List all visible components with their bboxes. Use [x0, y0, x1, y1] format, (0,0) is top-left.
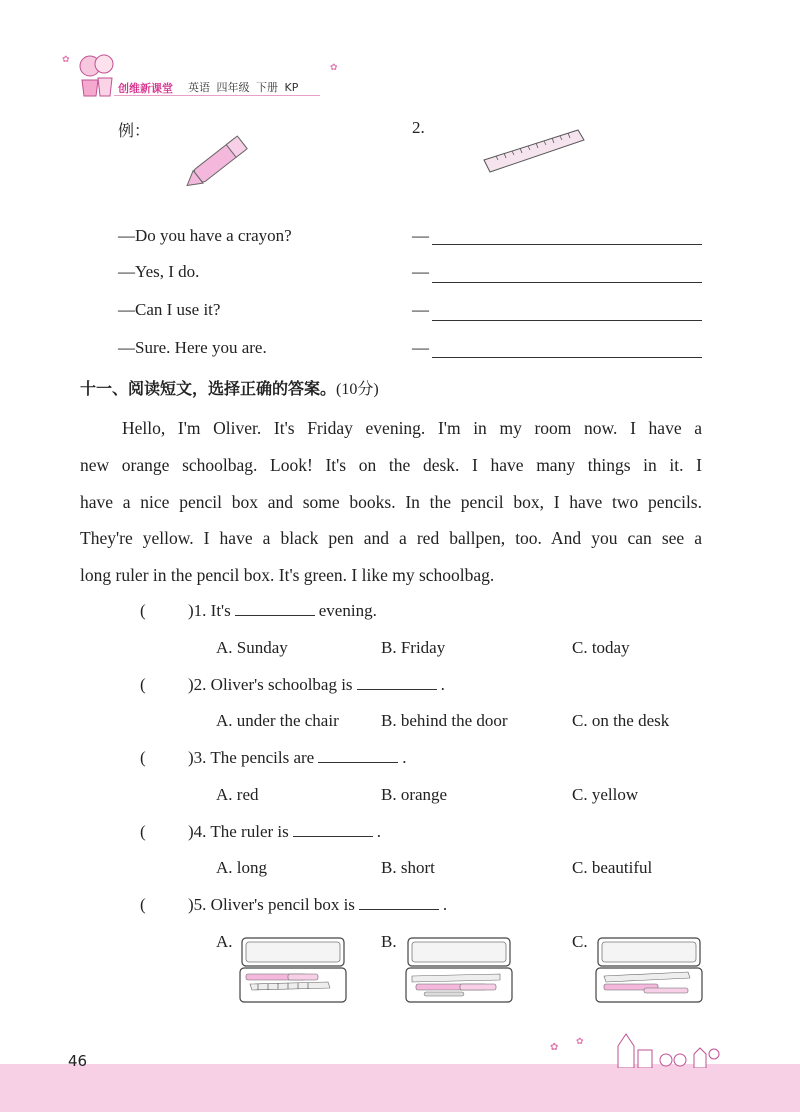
- q3-option-a[interactable]: A. red: [216, 785, 259, 804]
- question-5-end: .: [442, 895, 448, 914]
- q2-option-a[interactable]: A. under the chair: [216, 711, 339, 730]
- question-5: [188, 895, 447, 915]
- q3-option-c[interactable]: C. yellow: [572, 785, 639, 804]
- ruler-icon: [482, 126, 588, 178]
- answer-dash-1: —: [412, 226, 429, 245]
- section-heading: 十一、阅读短文，选择正确的答案。: [80, 379, 337, 398]
- crayon-icon: [175, 128, 265, 194]
- pencil-box-a-icon[interactable]: [238, 936, 348, 1004]
- passage-line-3: have a nice pencil box and some books. In the pencil box, I have two pencils.: [80, 492, 702, 512]
- question-4-end: .: [376, 822, 381, 841]
- q4-option-a[interactable]: A. long: [216, 858, 267, 877]
- q3-option-b[interactable]: B. orange: [381, 785, 448, 804]
- question-2: [188, 675, 445, 695]
- question-2-number: )2.: [188, 675, 207, 694]
- example-label: 例：: [118, 121, 151, 140]
- question-3-text: The pencils are: [210, 748, 315, 767]
- passage-line-1: Hello, I'm Oliver. It's Friday evening. I'm in my room now. I have a: [122, 418, 702, 438]
- question-4-blank[interactable]: [293, 822, 373, 837]
- page-number: 46: [68, 1052, 88, 1070]
- footer-band: [0, 1064, 800, 1112]
- dialogue-line-3: —Can I use it?: [118, 300, 221, 319]
- header-divider: [114, 95, 320, 96]
- answer-line-1[interactable]: [432, 244, 702, 245]
- section-title: [80, 376, 379, 399]
- question-4: [188, 822, 381, 842]
- question-1-text: It's: [210, 601, 231, 620]
- dialogue-line-2: —Yes, I do.: [118, 262, 200, 281]
- answer-paren-4[interactable]: (: [140, 822, 146, 841]
- question-1-number: )1.: [188, 601, 207, 620]
- svg-text:✿: ✿: [550, 1042, 559, 1053]
- q4-option-c[interactable]: C. beautiful: [572, 858, 653, 877]
- svg-text:✿: ✿: [330, 62, 338, 72]
- section-points: (10分): [336, 381, 379, 398]
- answer-dash-2: —: [412, 262, 429, 281]
- brand-title: 创维新课堂: [118, 82, 173, 95]
- passage-line-5: long ruler in the pencil box. It's green. I like my schoolbag.: [80, 565, 495, 585]
- question-5-text: Oliver's pencil box is: [210, 895, 355, 914]
- question-1-blank[interactable]: [235, 601, 315, 616]
- q5-option-c[interactable]: C.: [572, 932, 588, 951]
- svg-text:✿: ✿: [62, 54, 70, 64]
- question-3-end: .: [402, 748, 407, 767]
- answer-line-2[interactable]: [432, 282, 702, 283]
- q2-option-c[interactable]: C. on the desk: [572, 711, 670, 730]
- question-3-number: )3.: [188, 748, 207, 767]
- answer-paren-1[interactable]: (: [140, 601, 146, 620]
- question-2-text: Oliver's schoolbag is: [210, 675, 353, 694]
- q4-option-b[interactable]: B. short: [381, 858, 435, 877]
- answer-dash-4: —: [412, 338, 429, 357]
- answer-line-3[interactable]: [432, 320, 702, 321]
- question-5-number: )5.: [188, 895, 207, 914]
- question-4-text: The ruler is: [210, 822, 289, 841]
- question-2-end: .: [440, 675, 445, 694]
- book-meta: 英语 四年级 下册 KP: [188, 81, 299, 94]
- q5-option-a[interactable]: A.: [216, 932, 233, 951]
- q1-option-a[interactable]: A. Sunday: [216, 638, 288, 657]
- question-1: [188, 601, 377, 621]
- question-2-blank[interactable]: [357, 675, 437, 690]
- question-4-number: )4.: [188, 822, 207, 841]
- question-3: [188, 748, 406, 768]
- answer-paren-3[interactable]: (: [140, 748, 146, 767]
- item-2-label: 2.: [412, 118, 425, 137]
- question-5-blank[interactable]: [359, 895, 439, 910]
- answer-line-4[interactable]: [432, 357, 702, 358]
- castle-decoration-icon: [548, 1024, 728, 1068]
- answer-paren-2[interactable]: (: [140, 675, 146, 694]
- dialogue-line-4: —Sure. Here you are.: [118, 338, 267, 357]
- q1-option-c[interactable]: C. today: [572, 638, 630, 657]
- answer-paren-5[interactable]: (: [140, 895, 146, 914]
- question-1-end: evening.: [318, 601, 377, 620]
- passage-line-2: new orange schoolbag. Look! It's on the desk. I have many things in it. I: [80, 455, 702, 475]
- passage-line-4: They're yellow. I have a black pen and a red ballpen, too. And you can see a: [80, 528, 702, 548]
- pencil-box-b-icon[interactable]: [404, 936, 514, 1004]
- pencil-box-c-icon[interactable]: [594, 936, 704, 1004]
- q1-option-b[interactable]: B. Friday: [381, 638, 446, 657]
- q2-option-b[interactable]: B. behind the door: [381, 711, 508, 730]
- answer-dash-3: —: [412, 300, 429, 319]
- question-3-blank[interactable]: [318, 748, 398, 763]
- svg-text:✿: ✿: [576, 1036, 584, 1046]
- dialogue-line-1: —Do you have a crayon?: [118, 226, 292, 245]
- q5-option-b[interactable]: B.: [381, 932, 397, 951]
